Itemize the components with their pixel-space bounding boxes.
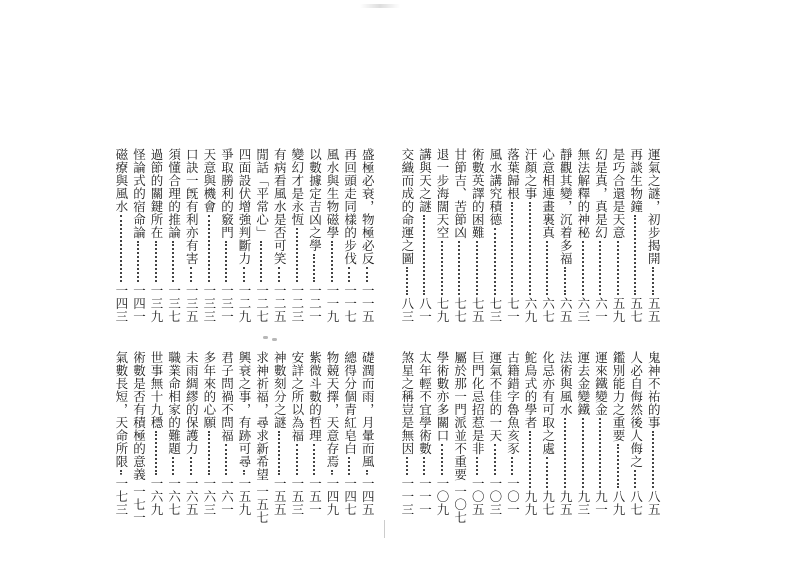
toc-entry-title: 以數據定吉凶之學 (307, 148, 323, 252)
toc-entry-title: 交織而成的命運之圖 (399, 148, 415, 265)
toc-leader-dots (476, 241, 478, 295)
toc-entry-title: 化忌亦有可取之處 (540, 351, 556, 455)
toc-leader-dots (511, 202, 513, 295)
toc-entry (270, 148, 288, 323)
toc-entry-title: 甘節吉、苦節凶 (452, 148, 468, 239)
toc-entry-title: 總得分個青紅皂白 (342, 351, 358, 455)
toc-entry-title: 太年輕不宜學術數 (417, 351, 433, 455)
toc-entry (574, 351, 592, 516)
toc-entry (521, 351, 539, 516)
toc-page-number: 六三 (575, 297, 591, 323)
toc-leader-dots (155, 241, 157, 282)
toc-entry (200, 148, 218, 323)
toc-entry (626, 351, 644, 516)
toc-entry (288, 351, 306, 516)
toc-entry (398, 148, 416, 323)
toc-page-number: 一六五 (184, 477, 200, 516)
toc-entry (164, 148, 182, 323)
toc-entry-title: 學術數亦多關口 (435, 351, 451, 442)
toc-page-number: 一〇七 (452, 485, 468, 524)
toc-entry-title: 口訣一旣有利亦有害 (184, 148, 200, 265)
toc-entry (609, 351, 627, 516)
toc-entry (644, 351, 662, 516)
toc-entry-title: 四面設伏增強判斷力 (237, 148, 253, 265)
toc-page-number: 一五五 (272, 477, 288, 516)
toc-page-number: 八五 (646, 490, 662, 516)
toc-page-number: 一三一 (219, 284, 235, 323)
toc-page-number: 九七 (540, 490, 556, 516)
toc-page-number: 一二七 (254, 284, 270, 323)
toc-page-number: 五五 (646, 297, 662, 323)
toc-entry (252, 148, 270, 323)
toc-entry-title: 落葉歸根 (505, 148, 521, 200)
toc-leader-dots (120, 470, 122, 475)
toc-entry (147, 351, 165, 516)
toc-entry-title: 法術與風水 (558, 351, 574, 416)
toc-entry (450, 148, 468, 323)
toc-entry-title: 古籍錯字魯魚亥豕 (505, 351, 521, 455)
toc-entry-title: 運氣不佳的一天 (487, 351, 503, 442)
toc-entry (538, 351, 556, 516)
toc-entry-title: 君子問禍不問福 (219, 351, 235, 442)
toc-entry-title: 過節的關鍵所在 (149, 148, 165, 239)
toc-leader-dots (278, 267, 280, 282)
toc-leader-dots (617, 444, 619, 488)
toc-leader-dots (546, 457, 548, 488)
toc-leader-dots (208, 215, 210, 282)
toc-entry-title: 人必自侮然後人侮之 (628, 351, 644, 468)
toc-entry (270, 351, 288, 516)
toc-entry-title: 退一步海闊天空 (435, 148, 451, 239)
toc-entry-title: 礎潤而雨，月暈而風 (360, 351, 376, 468)
toc-entry-title: 鮀鳥式的學者 (523, 351, 539, 429)
toc-leader-dots (599, 418, 601, 488)
toc-entry-title: 怪論式的宿命論 (131, 148, 147, 239)
toc-leader-dots (634, 470, 636, 488)
toc-entry (182, 148, 200, 323)
toc-top-left (113, 148, 378, 323)
toc-page-number: 七九 (435, 297, 451, 323)
toc-leader-dots (494, 444, 496, 475)
toc-entry-title: 是巧合還是天意 (611, 148, 627, 239)
toc-leader-dots (120, 215, 122, 282)
toc-entry-title: 靜觀其變，沉着多福 (558, 148, 574, 265)
toc-page-number: 七七 (452, 297, 468, 323)
toc-leader-dots (348, 267, 350, 282)
toc-leader-dots (582, 241, 584, 295)
toc-entry-title: 術數英譯的困難 (470, 148, 486, 239)
toc-leader-dots (423, 457, 425, 475)
toc-leader-dots (406, 457, 408, 475)
toc-page-number: 九三 (575, 490, 591, 516)
toc-leader-dots (278, 431, 280, 475)
toc-page-number: 一〇九 (435, 477, 451, 516)
toc-entry (252, 351, 270, 524)
toc-leader-dots (331, 241, 333, 282)
toc-page-number: 一〇三 (487, 477, 503, 516)
toc-entry (468, 148, 486, 323)
toc-page-number: 七一 (505, 297, 521, 323)
toc-entry-title: 運來鐵變金 (593, 351, 609, 416)
toc-leader-dots (617, 241, 619, 295)
toc-entry-title: 汗顏之事 (523, 148, 539, 200)
toc-entry-title: 世事無十九穩 (149, 351, 165, 429)
toc-page-number: 七三 (487, 297, 503, 323)
toc-entry-title: 安詳之所以為福 (289, 351, 305, 442)
toc-page-number: 一一三 (399, 477, 415, 516)
toc-entry (305, 351, 323, 516)
toc-entry-title: 風水講究積德 (487, 148, 503, 226)
toc-entry-title: 物競天擇，天意存焉 (325, 351, 341, 468)
toc-leader-dots (190, 267, 192, 282)
toc-entry (182, 351, 200, 516)
toc-entry-title: 須懂合理的推論 (166, 148, 182, 239)
toc-entry (235, 351, 253, 516)
toc-entry (644, 148, 662, 323)
toc-page-number: 一六七 (166, 477, 182, 516)
fold-mark (263, 336, 268, 339)
toc-entry (358, 148, 376, 323)
toc-entry (433, 148, 451, 323)
toc-leader-dots (348, 457, 350, 475)
toc-page-number: 一四五 (360, 477, 376, 516)
toc-entry-title: 再回頭走同樣的步伐 (342, 148, 358, 265)
toc-entry-title: 再談生物鐘 (628, 148, 644, 213)
toc-page-number: 一三九 (149, 284, 165, 323)
toc-entry-title: 求神祈福，尋求新希望 (254, 351, 270, 481)
toc-leader-dots (243, 267, 245, 282)
toc-entry-title: 運氣之謎，初步揭開 (646, 148, 662, 265)
toc-leader-dots (137, 241, 139, 282)
toc-entry-title: 無法解釋的神秘 (575, 148, 591, 239)
toc-leader-dots (190, 457, 192, 475)
toc-entry-title: 磁療與風水 (113, 148, 129, 213)
toc-leader-dots (529, 431, 531, 488)
toc-page-number: 一五九 (237, 477, 253, 516)
toc-bottom-right (399, 351, 664, 524)
toc-entry (235, 148, 253, 323)
toc-entry (609, 148, 627, 323)
toc-bottom-left (113, 351, 378, 524)
toc-leader-dots (366, 470, 368, 475)
toc-entry-title: 有病看風水是否可笑 (272, 148, 288, 265)
toc-page-number: 一五三 (289, 477, 305, 516)
toc-page-number: 八七 (628, 490, 644, 516)
toc-page-number: 六七 (540, 297, 556, 323)
toc-entry-title: 煞星之稱豈是無因 (399, 351, 415, 455)
toc-entry (305, 148, 323, 323)
toc-page-number: 一二三 (289, 284, 305, 323)
toc-page-number: 六九 (523, 297, 539, 323)
toc-leader-dots (652, 267, 654, 295)
toc-leader-dots (208, 431, 210, 475)
toc-entry (415, 148, 433, 323)
toc-leader-dots (599, 241, 601, 295)
toc-leader-dots (511, 457, 513, 475)
toc-leader-dots (225, 444, 227, 475)
toc-entry-title: 爭取勝利的竅門 (219, 148, 235, 239)
toc-page-number: 一五七 (254, 485, 270, 524)
toc-leader-dots (296, 228, 298, 282)
toc-entry-title: 變幻才是永恆 (289, 148, 305, 226)
toc-entry (147, 148, 165, 323)
toc-page-number: 六一 (593, 297, 609, 323)
toc-entry (323, 351, 341, 516)
toc-page-number: 一六一 (219, 477, 235, 516)
toc-entry (468, 351, 486, 516)
toc-page-number: 一二九 (237, 284, 253, 323)
toc-entry (288, 148, 306, 323)
toc-entry-title: 屬於那一門派並不重要 (452, 351, 468, 481)
toc-entry (398, 351, 416, 516)
toc-page-number: 一七三 (113, 477, 129, 516)
toc-entry (503, 351, 521, 516)
toc-leader-dots (476, 457, 478, 475)
toc-leader-dots (494, 228, 496, 295)
toc-page-number: 一三三 (201, 284, 217, 323)
toc-entry-title: 神數刻分之謎 (272, 351, 288, 429)
toc-entry (323, 148, 341, 323)
toc-page-number: 六五 (558, 297, 574, 323)
toc-entry-title: 幻是真，真是幻 (593, 148, 609, 239)
toc-entry (112, 148, 130, 323)
toc-entry (217, 148, 235, 323)
toc-entry (340, 148, 358, 323)
toc-entry (358, 351, 376, 516)
toc-page-number: 一六三 (201, 477, 217, 516)
toc-page-number: 五九 (611, 297, 627, 323)
toc-entry (112, 351, 130, 516)
toc-leader-dots (243, 470, 245, 475)
toc-leader-dots (313, 254, 315, 282)
toc-page-number: 一四一 (131, 284, 147, 323)
toc-page-number: 八九 (611, 490, 627, 516)
toc-page-number: 一六九 (149, 477, 165, 516)
toc-entry-title: 講與天之謎 (417, 148, 433, 213)
toc-page-number: 九九 (523, 490, 539, 516)
fold-mark (272, 338, 277, 341)
toc-entry (574, 148, 592, 323)
toc-entry-title: 興衰之事，有跡可尋 (237, 351, 253, 468)
toc-entry-title: 氣數長短，天命所限 (113, 351, 129, 468)
toc-leader-dots (546, 241, 548, 295)
toc-leader-dots (441, 241, 443, 295)
toc-entry-title: 風水與生物磁學 (325, 148, 341, 239)
toc-entry-title: 術數是否有積極的意義 (131, 351, 147, 481)
fold-mark (384, 520, 385, 538)
toc-page-number: 一一七 (342, 284, 358, 323)
toc-entry (556, 148, 574, 323)
toc-entry (626, 148, 644, 323)
toc-entry (433, 351, 451, 516)
toc-page-number: 一一五 (360, 284, 376, 323)
toc-leader-dots (441, 444, 443, 475)
toc-entry-title: 巨門化忌招惹是非 (470, 351, 486, 455)
toc-page-number: 一二一 (307, 284, 323, 323)
toc-page-number: 一四九 (325, 477, 341, 516)
toc-entry (556, 351, 574, 516)
toc-leader-dots (172, 457, 174, 475)
toc-entry-title: 心意相連畫裏真 (540, 148, 556, 239)
toc-entry-title: 運去金變鐵 (575, 351, 591, 416)
toc-entry (486, 351, 504, 516)
toc-page-number: 一〇一 (505, 477, 521, 516)
toc-leader-dots (423, 215, 425, 295)
toc-leader-dots (564, 267, 566, 295)
toc-entry-title: 未雨綢繆的保護力 (184, 351, 200, 455)
toc-entry (340, 351, 358, 516)
toc-entry (450, 351, 468, 524)
toc-page-number: 一一一 (417, 477, 433, 516)
toc-page-number: 一一九 (325, 284, 341, 323)
toc-leader-dots (529, 202, 531, 295)
toc-leader-dots (172, 241, 174, 282)
toc-entry-title: 鑑別能力之重要 (611, 351, 627, 442)
toc-entry-title: 天意與機會 (201, 148, 217, 213)
toc-entry (217, 351, 235, 516)
toc-page-number: 一〇五 (470, 477, 486, 516)
toc-entry (591, 351, 609, 516)
toc-leader-dots (634, 215, 636, 295)
toc-entry (415, 351, 433, 516)
toc-leader-dots (331, 470, 333, 475)
toc-page-number: 九五 (558, 490, 574, 516)
toc-entry (591, 148, 609, 323)
toc-leader-dots (313, 444, 315, 475)
toc-entry (200, 351, 218, 516)
toc-entry-title: 盛極必衰，物極必反 (360, 148, 376, 265)
toc-entry (521, 148, 539, 323)
toc-page-number: 一三五 (184, 284, 200, 323)
toc-leader-dots (155, 431, 157, 475)
toc-page-number: 一三七 (166, 284, 182, 323)
toc-page-number: 八三 (399, 297, 415, 323)
toc-page-number: 五七 (628, 297, 644, 323)
toc-leader-dots (296, 444, 298, 475)
toc-entry (538, 148, 556, 323)
toc-top-right (399, 148, 664, 323)
toc-leader-dots (582, 418, 584, 488)
scan-artifact (360, 4, 400, 8)
toc-leader-dots (564, 418, 566, 488)
toc-entry-title: 鬼神不祐的事 (646, 351, 662, 429)
toc-entry (164, 351, 182, 516)
toc-entry-title: 紫微斗數的哲理 (307, 351, 323, 442)
toc-leader-dots (652, 431, 654, 488)
toc-page-number: 七五 (470, 297, 486, 323)
toc-page-number: 一四三 (113, 284, 129, 323)
toc-entry (503, 148, 521, 323)
toc-page-number: 八一 (417, 297, 433, 323)
toc-leader-dots (260, 241, 262, 282)
toc-page-number: 一四七 (342, 477, 358, 516)
toc-leader-dots (458, 241, 460, 295)
toc-leader-dots (366, 267, 368, 282)
toc-page-number: 一五一 (307, 477, 323, 516)
toc-entry (129, 148, 147, 323)
toc-entry (129, 351, 147, 524)
toc-entry (486, 148, 504, 323)
toc-leader-dots (406, 267, 408, 295)
toc-entry-title: 職業命相家的難題 (166, 351, 182, 455)
toc-entry-title: 多年來的心願 (201, 351, 217, 429)
toc-entry-title: 閒話「平常心」 (254, 148, 270, 239)
toc-page-number: 一七一 (131, 485, 147, 524)
toc-page-number: 一二五 (272, 284, 288, 323)
toc-leader-dots (225, 241, 227, 282)
toc-page-number: 九一 (593, 490, 609, 516)
